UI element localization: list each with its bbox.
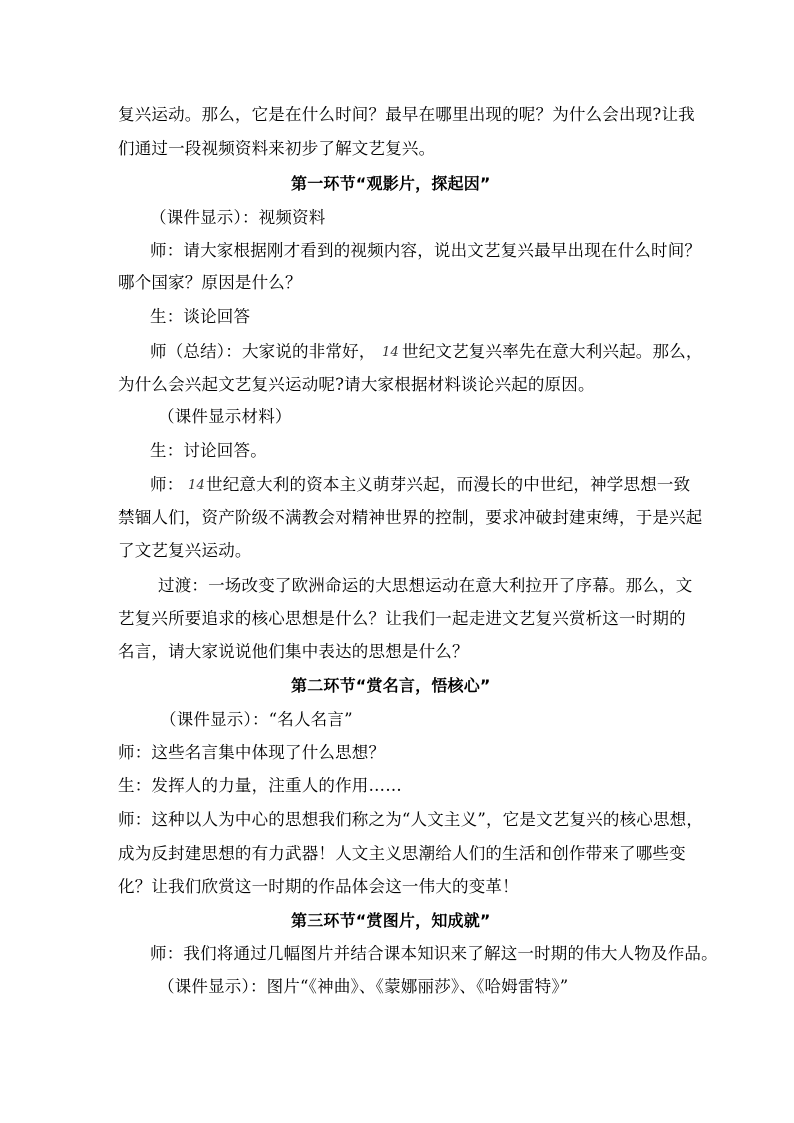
paragraph-line: 复兴运动。那么，它是在什么时间？最早在哪里出现的呢？为什么会出现?让我 bbox=[118, 105, 695, 124]
section-heading-2: 第二环节“赏名言，悟核心” bbox=[291, 676, 491, 695]
paragraph-line: （课件显示材料） bbox=[158, 407, 292, 426]
paragraph-line: 艺复兴所要追求的核心思想是什么？让我们一起走进文艺复兴赏析这一时期的 bbox=[118, 609, 686, 628]
section-heading-3: 第三环节“赏图片，知成就” bbox=[291, 911, 491, 930]
century-number: 14 bbox=[382, 345, 399, 360]
paragraph-line: 成为反封建思想的有力武器！人文主义思潮给人们的生活和创作带来了哪些变 bbox=[118, 844, 686, 863]
paragraph-line: （课件显示）：图片“《神曲》、《蒙娜丽莎》、《哈姆雷特》” bbox=[158, 977, 569, 996]
paragraph-line: 师：这些名言集中体现了什么思想？ bbox=[118, 743, 386, 762]
paragraph-line: 们通过一段视频资料来初步了解文艺复兴。 bbox=[118, 139, 436, 158]
paragraph-line: 生：谈论回答 bbox=[150, 307, 251, 326]
paragraph-line: 化？让我们欣赏这一时期的作品体会这一伟大的变革！ bbox=[118, 877, 519, 896]
paragraph-line: 过渡：一场改变了欧洲命运的大思想运动在意大利拉开了序幕。那么，文 bbox=[158, 576, 693, 595]
paragraph-line: 师（总结）：大家说的非常好， bbox=[150, 342, 376, 361]
paragraph-line: 名言，请大家说说他们集中表达的思想是什么？ bbox=[118, 642, 469, 661]
paragraph-line: 世纪文艺复兴率先在意大利兴起。那么， bbox=[402, 342, 703, 361]
paragraph-line: 师： bbox=[150, 475, 184, 494]
paragraph-line: 师：请大家根据刚才看到的视频内容，说出文艺复兴最早出现在什么时间？ bbox=[150, 241, 702, 260]
paragraph-line: 世纪意大利的资本主义萌芽兴起，而漫长的中世纪，神学思想一致 bbox=[206, 475, 691, 494]
paragraph-line: 师：这种以人为中心的思想我们称之为“人文主义”，它是文艺复兴的核心思想， bbox=[118, 810, 704, 829]
paragraph-line: （课件显示）：“名人名言” bbox=[160, 710, 353, 729]
paragraph-line: 为什么会兴起文艺复兴运动呢?请大家根据材料谈论兴起的原因。 bbox=[118, 375, 595, 394]
paragraph-line: 生：发挥人的力量，注重人的作用…… bbox=[118, 776, 402, 795]
paragraph-line: 哪个国家？原因是什么？ bbox=[118, 273, 302, 292]
paragraph-line: （课件显示）：视频资料 bbox=[150, 208, 326, 227]
century-number: 14 bbox=[188, 478, 205, 493]
paragraph-line: 了文艺复兴运动。 bbox=[118, 541, 252, 560]
paragraph-line: 师：我们将通过几幅图片并结合课本知识来了解这一时期的伟大人物及作品。 bbox=[150, 944, 718, 963]
section-heading-1: 第一环节“观影片，探起因” bbox=[291, 174, 491, 193]
paragraph-line: 生：讨论回答。 bbox=[150, 441, 267, 460]
paragraph-line: 禁锢人们，资产阶级不满教会对精神世界的控制，要求冲破封建束缚，于是兴起 bbox=[118, 508, 703, 527]
